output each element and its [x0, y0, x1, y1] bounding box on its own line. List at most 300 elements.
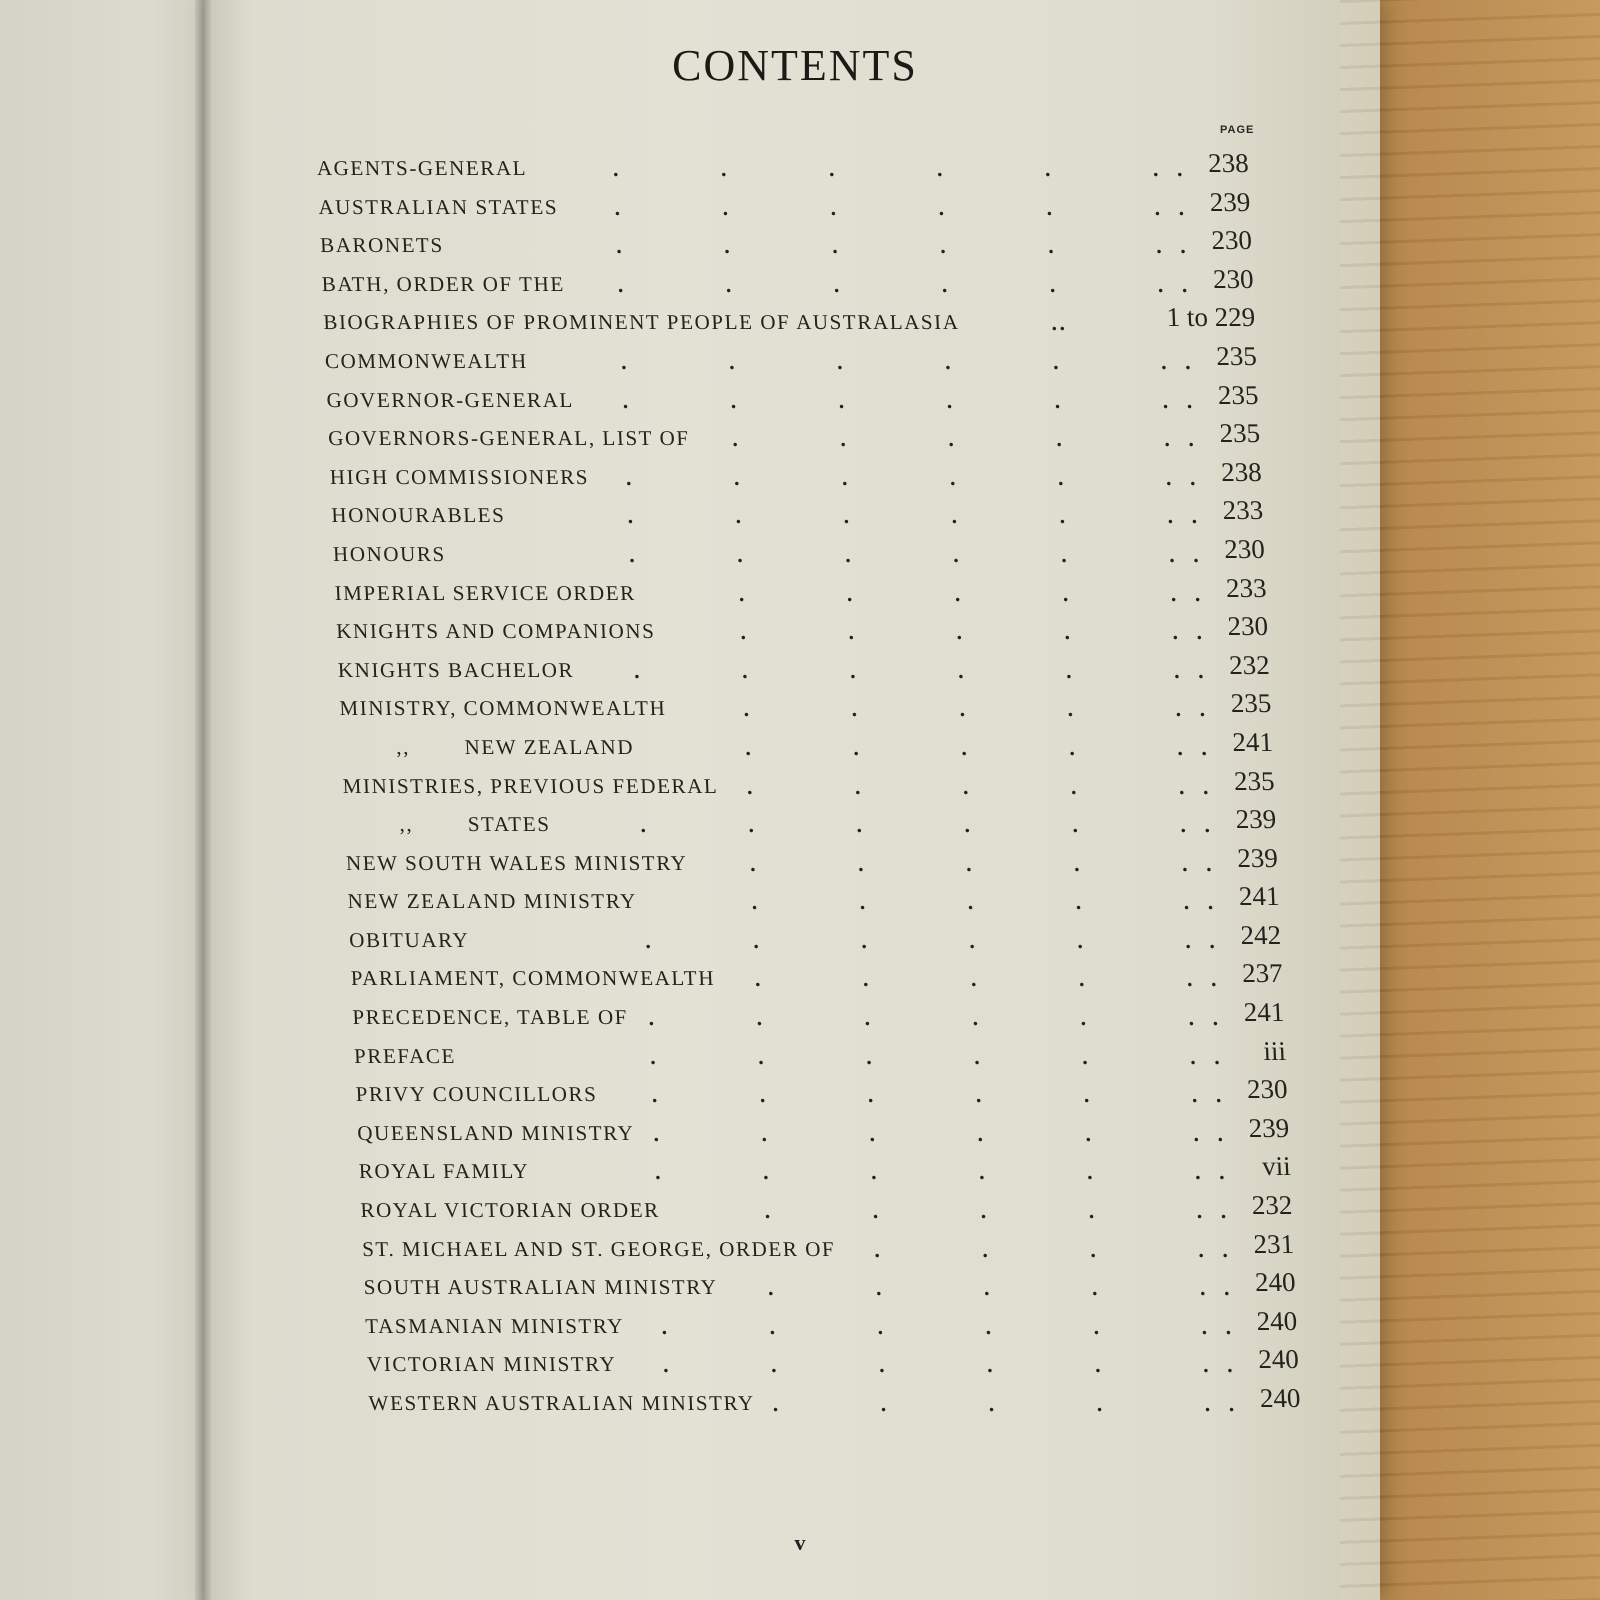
toc-entry-title: IMPERIAL SERVICE ORDER [334, 580, 637, 605]
leader-dot: . [1063, 619, 1071, 645]
toc-entry-page: 239 [1209, 186, 1251, 217]
leader-dot: . [1075, 889, 1082, 915]
leader-dot: . [829, 194, 837, 220]
leader-dot: . [651, 1082, 658, 1108]
leader-dot: . [1173, 657, 1180, 683]
toc-entry [2, 187, 1600, 227]
leader-dot: . [1197, 657, 1204, 683]
leader-dot: . [1186, 966, 1193, 992]
leader-dot: . [1211, 1005, 1219, 1031]
leader-dot: . [770, 1352, 778, 1378]
leader-dot: . [654, 1159, 661, 1185]
contents-list [0, 148, 1600, 1448]
leader-dot: . [1186, 387, 1193, 413]
leader-dot: . [759, 1082, 766, 1108]
toc-entry [15, 495, 1600, 535]
toc-entry [24, 727, 1600, 767]
toc-entry-page: 240 [1259, 1383, 1302, 1413]
leader-dot: . [1176, 734, 1184, 760]
leader-dot: . [878, 1352, 886, 1378]
leader-dot: . [1078, 966, 1085, 992]
page-title: CONTENTS [672, 41, 918, 90]
toc-entry-page: 232 [1228, 649, 1271, 680]
leader-dot: . [1163, 426, 1171, 452]
toc-entry [23, 688, 1600, 728]
leader-dot: . [876, 1313, 884, 1339]
leader-dot: . [742, 696, 750, 722]
toc-entry [0, 148, 1600, 188]
leader-dot: . [872, 1198, 879, 1224]
toc-entry [32, 920, 1600, 960]
leader-dot: . [1058, 310, 1066, 336]
leader-dot: . [731, 426, 739, 452]
leader-dot: . [1210, 966, 1217, 992]
leader-dot: . [1045, 194, 1053, 220]
leader-dot: . [647, 1005, 655, 1031]
toc-entry-title: KNIGHTS BACHELOR [337, 657, 575, 682]
toc-entry-page: 230 [1223, 533, 1266, 564]
leader-dot: . [1179, 233, 1187, 259]
toc-entry-page: 240 [1256, 1305, 1298, 1336]
toc-entry [49, 1306, 1600, 1346]
leader-dot: . [944, 348, 951, 374]
page-column-header: PAGE [1220, 124, 1255, 136]
leader-dot: . [1194, 1159, 1201, 1185]
toc-entry-title: GOVERNOR-GENERAL [326, 387, 575, 412]
leader-dot: . [1058, 503, 1066, 529]
leader-dot: . [1228, 1391, 1235, 1416]
leader-dot: . [1178, 773, 1185, 799]
leader-dot: . [846, 580, 853, 606]
leader-dot: . [833, 271, 840, 297]
leader-dot: . [1171, 619, 1179, 645]
toc-entry-page: 239 [1247, 1112, 1290, 1143]
toc-entry [47, 1267, 1600, 1307]
leader-dot: . [644, 927, 652, 953]
leader-dot: . [875, 1275, 882, 1301]
leader-dot: . [764, 1198, 771, 1224]
leader-dot: . [855, 812, 863, 838]
leader-dot: . [754, 966, 761, 992]
leader-dot: . [1070, 773, 1077, 799]
leader-dot: . [981, 1236, 989, 1262]
leader-dot: . [660, 1313, 668, 1339]
leader-dot: . [847, 619, 855, 645]
leader-dot: . [842, 503, 850, 529]
toc-entry [37, 1036, 1600, 1076]
leader-dot: . [628, 541, 636, 567]
leader-dot: . [1179, 812, 1187, 838]
leader-dot: . [1050, 310, 1058, 336]
toc-entry-title: NEW SOUTH WALES MINISTRY [345, 850, 689, 875]
leader-dot: . [873, 1236, 881, 1262]
leader-dot: . [957, 657, 964, 683]
leader-dot: . [857, 850, 864, 876]
leader-dot: . [867, 1082, 874, 1108]
toc-entry-title: TASMANIAN MINISTRY [364, 1313, 625, 1338]
leader-dot: . [1096, 1391, 1103, 1416]
leader-dot: . [976, 1120, 984, 1146]
leader-dot: . [1060, 541, 1068, 567]
leader-dot: . [723, 233, 731, 259]
toc-entry [13, 457, 1600, 497]
leader-dot: . [760, 1120, 768, 1146]
footer-page-number: v [794, 1530, 806, 1555]
leader-dot: . [963, 812, 971, 838]
toc-entry [44, 1190, 1600, 1230]
leader-dot: . [1073, 850, 1080, 876]
leader-dot: . [613, 194, 621, 220]
toc-entry-title: PARLIAMENT, COMMONWEALTH [350, 966, 716, 991]
leader-dot: . [1057, 464, 1064, 490]
toc-entry [18, 573, 1600, 613]
toc-entry-title: QUEENSLAND MINISTRY [356, 1120, 635, 1145]
leader-dot: . [1055, 426, 1063, 452]
toc-entry-title: HONOURABLES [330, 503, 506, 528]
leader-dot: . [1221, 1236, 1229, 1262]
leader-dot: . [1189, 1043, 1197, 1069]
toc-entry [27, 804, 1600, 844]
leader-dot: . [941, 271, 948, 297]
leader-dot: . [749, 850, 756, 876]
leader-dot: . [1191, 1082, 1198, 1108]
leader-dot: . [1152, 156, 1159, 181]
toc-entry [5, 264, 1600, 304]
toc-entry-title: AGENTS-GENERAL [316, 156, 528, 180]
leader-dot: . [936, 156, 943, 181]
leader-dot: . [975, 1082, 982, 1108]
toc-entry-title: AUSTRALIAN STATES [317, 194, 559, 219]
leader-dot: . [1195, 619, 1203, 645]
leader-dot: . [1197, 1236, 1205, 1262]
toc-entry [40, 1113, 1600, 1153]
leader-dot: . [767, 1275, 774, 1301]
leader-dot: . [863, 1005, 871, 1031]
toc-entry-title: HIGH COMMISSIONERS [329, 464, 590, 489]
leader-dot: . [757, 1043, 765, 1069]
leader-dot: . [1062, 580, 1069, 606]
leader-dot: . [1207, 889, 1214, 915]
leader-dot: . [1081, 1043, 1089, 1069]
leader-dot: . [865, 1043, 873, 1069]
toc-entry [36, 997, 1600, 1037]
leader-dot: . [1089, 1236, 1097, 1262]
leader-dot: . [1068, 734, 1076, 760]
leader-dot: . [1184, 348, 1191, 374]
toc-entry-title: ,, NEW ZEALAND [395, 734, 635, 759]
toc-entry-title: PREFACE [353, 1043, 457, 1068]
leader-dot: . [1160, 348, 1167, 374]
leader-dot: . [1192, 541, 1200, 567]
toc-entry-title: GOVERNORS-GENERAL, LIST OF [327, 426, 691, 451]
leader-dot: . [762, 1159, 769, 1185]
toc-entry-title: WESTERN AUSTRALIAN MINISTRY [368, 1391, 756, 1415]
toc-entry-title: COMMONWEALTH [324, 348, 529, 373]
leader-dot: . [1226, 1352, 1234, 1378]
leader-dot: . [615, 233, 623, 259]
toc-entry-title: ROYAL VICTORIAN ORDER [360, 1198, 661, 1223]
toc-entry-page: 1 to 229 [1165, 302, 1256, 333]
leader-dot: . [1208, 927, 1216, 953]
leader-dot: . [1205, 850, 1212, 876]
toc-entry-title: MINISTRIES, PREVIOUS FEDERAL [342, 773, 719, 798]
leader-dot: . [880, 1391, 887, 1416]
leader-dot: . [860, 927, 868, 953]
leader-dot: . [862, 966, 869, 992]
toc-entry [29, 843, 1600, 883]
leader-dot: . [1094, 1352, 1102, 1378]
leader-dot: . [768, 1313, 776, 1339]
leader-dot: . [1194, 580, 1201, 606]
toc-entry-title: MINISTRY, COMMONWEALTH [338, 696, 667, 721]
leader-dot: . [752, 927, 760, 953]
leader-dot: . [965, 850, 972, 876]
leader-dot: . [1218, 1159, 1225, 1185]
leader-dot: . [1184, 927, 1192, 953]
leader-dot: . [1202, 773, 1209, 799]
toc-entry-title: ROYAL FAMILY [358, 1159, 530, 1184]
toc-entry [42, 1151, 1600, 1191]
toc-entry-page: 233 [1222, 495, 1264, 526]
leader-dot: . [1213, 1043, 1221, 1069]
leader-dot: . [850, 696, 858, 722]
leader-dot: . [728, 348, 735, 374]
toc-entry [26, 766, 1600, 806]
toc-entry-page: iii [1262, 1035, 1287, 1066]
toc-entry-page: 238 [1220, 456, 1263, 487]
toc-entry-title: BIOGRAPHIES OF PROMINENT PEOPLE OF AUSTRALASIA [322, 310, 961, 335]
leader-dot: . [1054, 387, 1061, 413]
toc-entry-page: 239 [1234, 804, 1277, 835]
toc-entry-page: 235 [1230, 688, 1272, 719]
toc-entry [3, 225, 1600, 265]
leader-dot: . [725, 271, 732, 297]
leader-dot: . [859, 889, 866, 915]
leader-dot: . [952, 541, 960, 567]
toc-entry-page: 235 [1217, 379, 1259, 410]
leader-dot: . [962, 773, 969, 799]
leader-dot: . [983, 1275, 990, 1301]
toc-entry-page: 240 [1257, 1344, 1300, 1375]
leader-dot: . [721, 194, 729, 220]
leader-dot: . [1199, 1275, 1206, 1301]
leader-dot: . [736, 541, 744, 567]
leader-dot: . [1052, 348, 1059, 374]
leader-dot: . [986, 1352, 994, 1378]
leader-dot: . [973, 1043, 981, 1069]
leader-dot: . [988, 1391, 995, 1416]
leader-dot: . [755, 1005, 763, 1031]
toc-entry-page: 230 [1212, 263, 1255, 294]
leader-dot: . [741, 657, 748, 683]
toc-entry-page: 233 [1225, 572, 1268, 603]
toc-entry-title: SOUTH AUSTRALIAN MINISTRY [363, 1275, 719, 1300]
leader-dot: . [1187, 1005, 1195, 1031]
leader-dot: . [1200, 734, 1208, 760]
toc-entry [6, 302, 1600, 342]
toc-entry-title: VICTORIAN MINISTRY [366, 1352, 618, 1377]
toc-entry-title: NEW ZEALAND MINISTRY [347, 889, 638, 914]
leader-dot: . [1088, 1198, 1095, 1224]
leader-dot: . [1084, 1120, 1092, 1146]
toc-entry [50, 1344, 1600, 1384]
leader-dot: . [1047, 233, 1055, 259]
toc-entry-page: 235 [1218, 418, 1261, 449]
toc-entry-page: 242 [1239, 919, 1282, 950]
toc-entry-title: BATH, ORDER OF THE [321, 271, 566, 296]
leader-dot: . [1044, 156, 1051, 181]
leader-dot: . [946, 387, 953, 413]
toc-entry-title: HONOURS [332, 541, 447, 566]
toc-entry-title: PRIVY COUNCILLORS [355, 1082, 598, 1107]
leader-dot: . [1083, 1082, 1090, 1108]
leader-dot: . [1216, 1120, 1224, 1146]
leader-dot: . [841, 464, 848, 490]
toc-entry-page: 238 [1207, 148, 1250, 178]
leader-dot: . [622, 387, 629, 413]
leader-dot: . [1086, 1159, 1093, 1185]
leader-dot: . [844, 541, 852, 567]
leader-dot: . [978, 1159, 985, 1185]
leader-dot: . [950, 503, 958, 529]
leader-dot: . [1181, 850, 1188, 876]
toc-entry-title: ,, STATES [398, 812, 551, 837]
leader-dot: . [633, 657, 640, 683]
toc-entry-page: 235 [1233, 765, 1276, 796]
leader-dot: . [1200, 1313, 1208, 1339]
toc-entry-page: vii [1261, 1151, 1292, 1182]
leader-dot: . [967, 889, 974, 915]
toc-entry [21, 650, 1600, 690]
leader-dot: . [836, 348, 843, 374]
leader-dot: . [738, 580, 745, 606]
leader-dot: . [1170, 580, 1177, 606]
leader-dot: . [1220, 1198, 1227, 1224]
leader-dot: . [1187, 426, 1195, 452]
toc-entry-page: 239 [1236, 842, 1279, 873]
toc-entry-title: BARONETS [319, 233, 445, 258]
leader-dot: . [626, 503, 634, 529]
toc-entry-page: 241 [1243, 997, 1285, 1028]
leader-dot: . [1202, 1352, 1210, 1378]
leader-dot: . [839, 426, 847, 452]
toc-entry-page: 235 [1215, 340, 1258, 371]
leader-dot: . [1181, 271, 1188, 297]
leader-dot: . [1176, 156, 1183, 181]
toc-entry [8, 341, 1600, 381]
leader-dot: . [1049, 271, 1056, 297]
leader-dot: . [849, 657, 856, 683]
toc-entry-page: 232 [1251, 1190, 1293, 1221]
leader-dot: . [1223, 1275, 1230, 1301]
leader-dot: . [1091, 1275, 1098, 1301]
leader-dot: . [960, 734, 968, 760]
leader-dot: . [1189, 464, 1196, 490]
toc-entry-title: PRECEDENCE, TABLE OF [351, 1005, 629, 1030]
leader-dot: . [639, 812, 647, 838]
leader-dot: . [949, 464, 956, 490]
leader-dot: . [868, 1120, 876, 1146]
leader-dot: . [733, 464, 740, 490]
leader-dot: . [1198, 696, 1206, 722]
leader-dot: . [1215, 1082, 1222, 1108]
leader-dot: . [1076, 927, 1084, 953]
toc-entry-page: 231 [1252, 1228, 1295, 1259]
leader-dot: . [1155, 233, 1163, 259]
leader-dot: . [1204, 1391, 1211, 1416]
toc-entry-page: 241 [1231, 726, 1274, 757]
leader-dot: . [1183, 889, 1190, 915]
leader-dot: . [954, 580, 961, 606]
leader-dot: . [828, 156, 835, 181]
leader-dot: . [852, 734, 860, 760]
leader-dot: . [772, 1391, 779, 1416]
toc-entry [11, 418, 1600, 458]
leader-dot: . [1079, 1005, 1087, 1031]
toc-entry-page: 240 [1254, 1267, 1297, 1298]
leader-dot: . [730, 387, 737, 413]
leader-dot: . [612, 156, 619, 181]
toc-entry [52, 1383, 1600, 1423]
leader-dot: . [1166, 503, 1174, 529]
leader-dot: . [870, 1159, 877, 1185]
leader-dot: . [937, 194, 945, 220]
leader-dot: . [734, 503, 742, 529]
leader-dot: . [970, 966, 977, 992]
leader-dot: . [1165, 464, 1172, 490]
leader-dot: . [1224, 1313, 1232, 1339]
toc-entry-title: KNIGHTS AND COMPANIONS [335, 619, 656, 644]
toc-entry-title: ST. MICHAEL AND ST. GEORGE, ORDER OF [361, 1236, 836, 1261]
leader-dot: . [1174, 696, 1182, 722]
toc-entry [16, 534, 1600, 574]
leader-dot: . [1092, 1313, 1100, 1339]
leader-dot: . [652, 1120, 660, 1146]
leader-dot: . [1168, 541, 1176, 567]
leader-dot: . [1196, 1198, 1203, 1224]
leader-dot: . [744, 734, 752, 760]
leader-dot: . [747, 812, 755, 838]
leader-dot: . [939, 233, 947, 259]
leader-dot: . [955, 619, 963, 645]
leader-dot: . [947, 426, 955, 452]
leader-dot: . [662, 1352, 670, 1378]
leader-dot: . [746, 773, 753, 799]
leader-dot: . [751, 889, 758, 915]
leader-dot: . [958, 696, 966, 722]
toc-entry-page: 230 [1210, 225, 1253, 256]
toc-entry [10, 380, 1600, 420]
leader-dot: . [649, 1043, 657, 1069]
leader-dot: . [831, 233, 839, 259]
leader-dot: . [984, 1313, 992, 1339]
leader-dot: . [1162, 387, 1169, 413]
leader-dot: . [980, 1198, 987, 1224]
leader-dot: . [1153, 194, 1161, 220]
toc-entry [39, 1074, 1600, 1114]
leader-dot: . [968, 927, 976, 953]
leader-dot: . [838, 387, 845, 413]
toc-entry-page: 241 [1238, 881, 1280, 912]
leader-dot: . [1065, 657, 1072, 683]
toc-entry [45, 1229, 1600, 1269]
toc-entry-title: OBITUARY [348, 927, 470, 952]
toc-entry [19, 611, 1600, 651]
leader-dot: . [1157, 271, 1164, 297]
leader-dot: . [854, 773, 861, 799]
leader-dot: . [617, 271, 624, 297]
leader-dot: . [1203, 812, 1211, 838]
